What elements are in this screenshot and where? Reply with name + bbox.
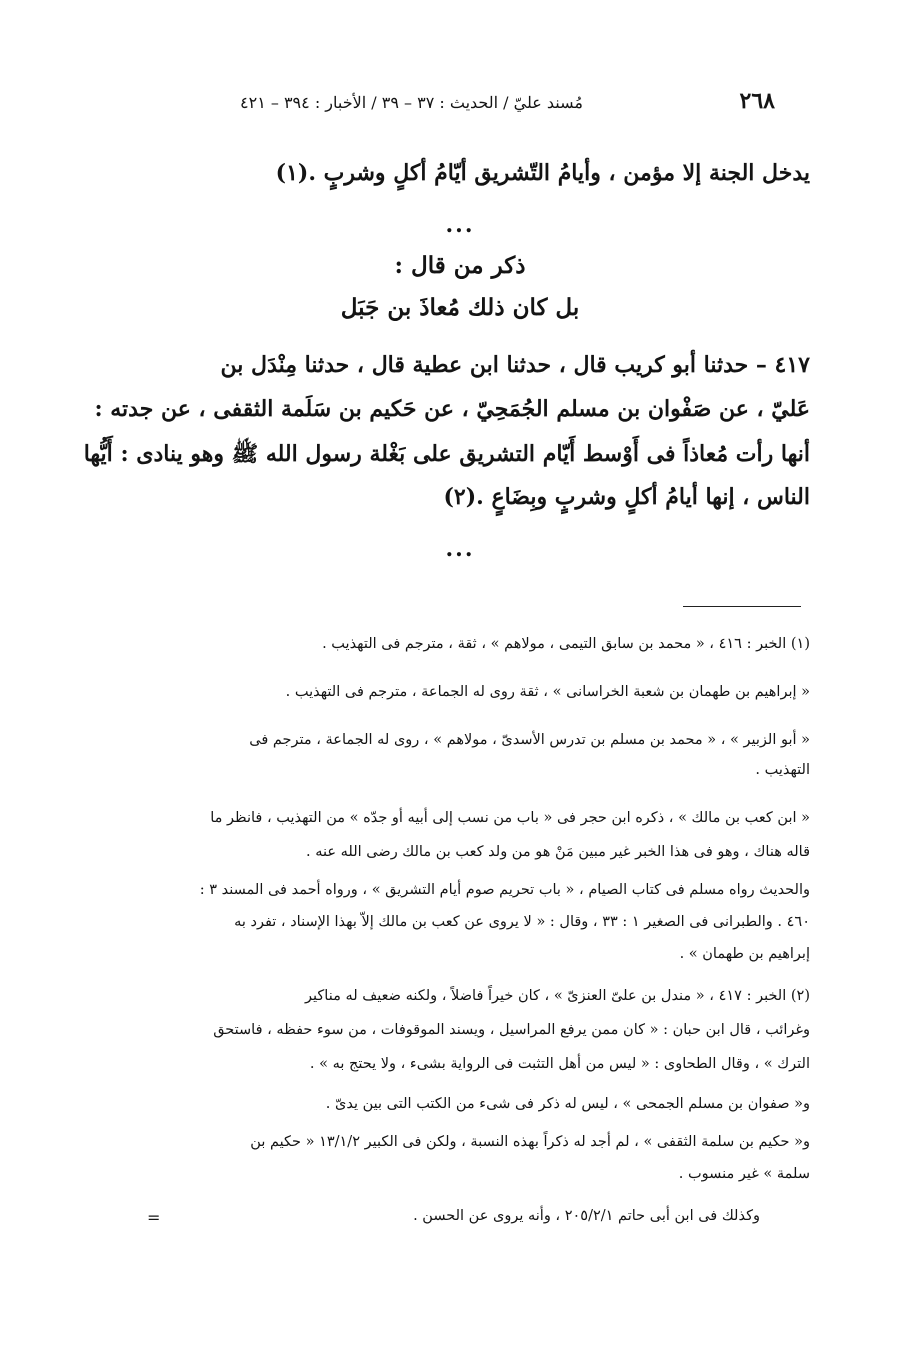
end-dots: ... bbox=[445, 536, 475, 562]
footnote-line: قاله هناك ، وهو فى هذا الخبر غير مبين مَنْ هو من ولد كعب بن مالك رضى الله عنه . bbox=[306, 844, 810, 860]
separator-dots: ... bbox=[445, 212, 475, 238]
footnote-line: والحديث رواه مسلم فى كتاب الصيام ، « باب تحريم صوم أيام التشريق » ، ورواه أحمد فى المسند ٣ : bbox=[199, 882, 810, 898]
footnote-line: و« صفوان بن مسلم الجمحى » ، ليس له ذكر فى شىء من الكتب التى بين يدىّ . bbox=[325, 1096, 810, 1112]
hadith-line: أنها رأت مُعاذاً فى أَوْسط أَيّام التشريق على بَغْلة رسول الله ﷺ وهو ينادى : أَيُّها bbox=[83, 441, 810, 467]
hadith-line: عَليّ ، عن صَفْوان بن مسلم الجُمَحِيّ ، عن حَكيم بن سَلَمة الثقفى ، عن جدته : bbox=[94, 396, 810, 422]
footnote-line: سلمة » غير منسوب . bbox=[678, 1166, 810, 1182]
page-number: ٢٦٨ bbox=[739, 88, 775, 114]
footnote-line: وكذلك فى ابن أبى حاتم ٢٠٥/٢/١ ، وأنه يروى عن الحسن . bbox=[413, 1208, 760, 1224]
running-title: مُسند عليّ / الحديث : ٣٧ – ٣٩ / الأخبار : ٣٩٤ – ٤٢١ bbox=[240, 93, 583, 112]
running-header bbox=[240, 88, 775, 122]
footnote-line: ٤٦٠ . والطبرانى فى الصغير ١ : ٣٣ ، وقال : « لا يروى عن كعب بن مالك إلاّ بهذا الإسناد ، تفرد به bbox=[234, 914, 810, 930]
footnote-line: « ابن كعب بن مالك » ، ذكره ابن حجر فى « باب من نسب إلى أبيه أو جدّه » من التهذيب ، فانظر ما bbox=[210, 810, 810, 826]
hadith-line: ٤١٧ – حدثنا أبو كريب قال ، حدثنا ابن عطية قال ، حدثنا مِنْدَل بن bbox=[220, 352, 810, 378]
footnote-line: (٢) الخبر : ٤١٧ ، « مندل بن علىّ العنزىّ » ، كان خيراً فاضلاً ، ولكنه ضعيف له مناكير bbox=[305, 988, 810, 1004]
footnote-line: و« حكيم بن سلمة الثقفى » ، لم أجد له ذكراً بهذه النسبة ، ولكن فى الكبير ١٣/١/٢ « حكيم بن bbox=[250, 1134, 810, 1150]
continuation-mark: = bbox=[147, 1208, 161, 1227]
footnote-separator bbox=[683, 606, 801, 607]
hadith-line: الناس ، إنها أيامُ أكلٍ وشربٍ وبِضَاعٍ .(٢) bbox=[443, 484, 810, 510]
section-heading-line2: بل كان ذلك مُعاذَ بن جَبَل bbox=[340, 294, 580, 321]
section-heading-line1: ذكر من قال : bbox=[394, 252, 526, 279]
footnote-line: « أبو الزبير » ، « محمد بن مسلم بن تدرس الأسدىّ ، مولاهم » ، روى له الجماعة ، مترجم فى bbox=[249, 732, 810, 748]
footnote-line: وغرائب ، قال ابن حبان : « كان ممن يرفع المراسيل ، ويسند الموقوفات ، من سوء حفظه ، فاستحق bbox=[213, 1022, 810, 1038]
footnote-line: « إبراهيم بن طهمان بن شعبة الخراسانى » ، ثقة روى له الجماعة ، مترجم فى التهذيب . bbox=[285, 684, 810, 700]
top-text: يدخل الجنة إلا مؤمن ، وأيامُ التّشريق أيّامُ أكلٍ وشربٍ .(١) bbox=[275, 160, 810, 186]
footnote-line: إبراهيم بن طهمان » . bbox=[679, 946, 810, 962]
footnote-line: (١) الخبر : ٤١٦ ، « محمد بن سابق التيمى ، مولاهم » ، ثقة ، مترجم فى التهذيب . bbox=[322, 636, 810, 652]
footnote-line: الترك » ، وقال الطحاوى : « ليس من أهل التثبت فى الرواية بشىء ، ولا يحتج به » . bbox=[309, 1056, 810, 1072]
footnote-line: التهذيب . bbox=[755, 762, 810, 778]
